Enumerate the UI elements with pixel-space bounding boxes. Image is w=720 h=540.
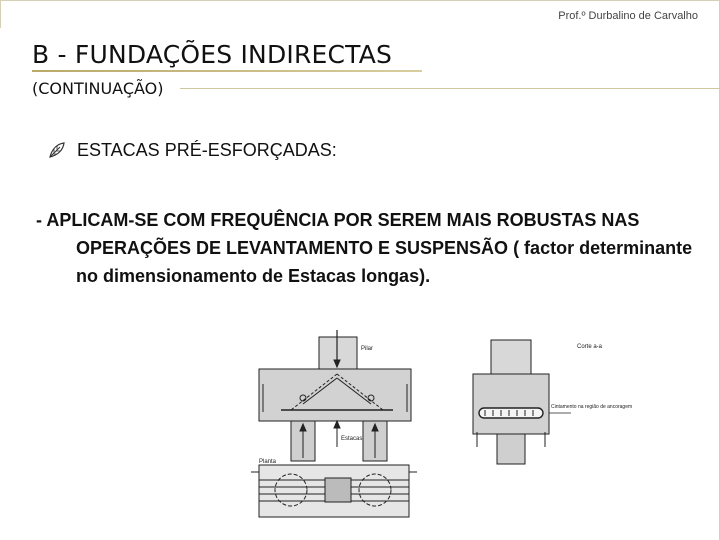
subtitle-rule [180, 88, 720, 89]
section-cap [473, 374, 549, 434]
pile-cap-block [259, 369, 411, 421]
slide-subtitle: (CONTINUAÇÃO) [32, 79, 164, 98]
planta-label: Planta [259, 459, 277, 465]
elevation-view [259, 330, 411, 461]
leaf-icon [48, 141, 66, 159]
corte-label: Corte a-a [577, 344, 603, 350]
section-view [473, 340, 571, 464]
pile-cap-diagram [251, 322, 665, 540]
body-paragraph: - APLICAM-SE COM FREQUÊNCIA POR SEREM MAIS ROBUSTAS NAS OPERAÇÕES DE LEVANTAMENTO E SUSPENSÃO ( factor determinante no dimensionamento de Estacas longas). [36, 210, 693, 286]
title-underline [32, 70, 422, 72]
slide-title: B - FUNDAÇÕES INDIRECTAS [32, 40, 393, 69]
bullet-text: ESTACAS PRÉ-ESFORÇADAS: [77, 140, 337, 160]
author-credit: Prof.º Durbalino de Carvalho [558, 10, 698, 22]
pilar-label: Pilar [361, 346, 374, 352]
estacas-label: Estacas [341, 436, 363, 442]
plan-view [251, 465, 417, 517]
cintamento-label: Cintamento na região de ancoragem [551, 404, 633, 410]
